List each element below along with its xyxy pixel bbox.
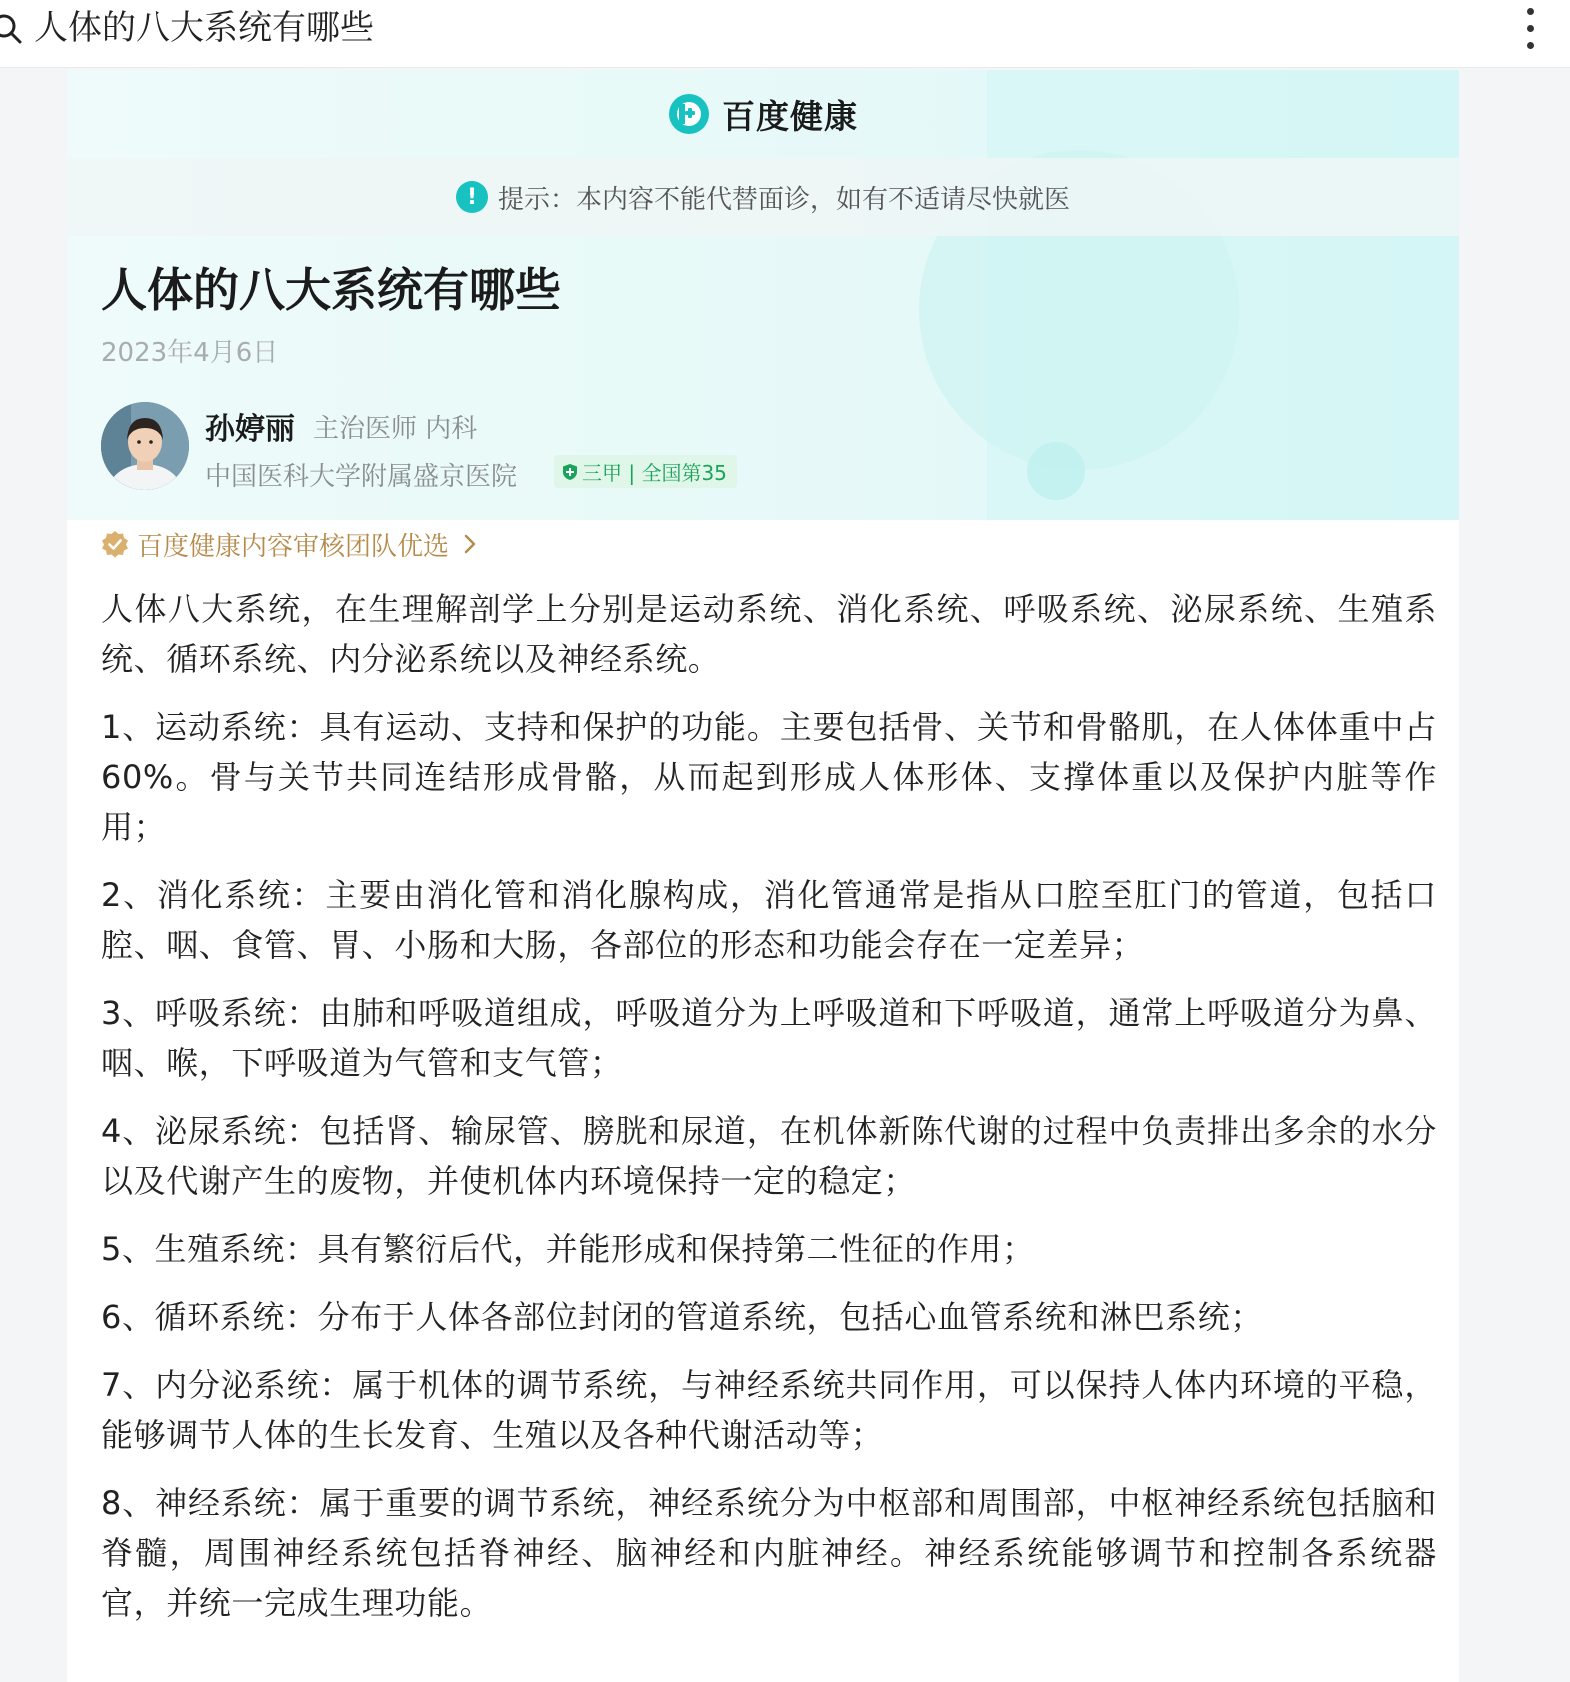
doctor-avatar[interactable] (101, 402, 189, 490)
brand-name: 百度健康 (722, 96, 858, 136)
doctor-name[interactable]: 孙婷丽 (205, 412, 295, 447)
article-paragraph: 人体八大系统，在生理解剖学上分别是运动系统、消化系统、呼吸系统、泌尿系统、生殖系统、循环系统、内分泌系统以及神经系统。 (101, 590, 1437, 678)
chevron-right-icon (461, 533, 479, 555)
article-header (67, 70, 1459, 520)
article-card (67, 70, 1459, 1682)
article-paragraph: 3、呼吸系统：由肺和呼吸道组成，呼吸道分为上呼吸道和下呼吸道，通常上呼吸道分为鼻、咽、喉，下呼吸道为气管和支气管； (101, 994, 1437, 1082)
warning-icon: ! (456, 181, 488, 213)
article-paragraph: 8、神经系统：属于重要的调节系统，神经系统分为中枢部和周围部，中枢神经系统包括脑和脊髓，周围神经系统包括脊神经、脑神经和内脏神经。神经系统能够调节和控制各系统器官，并统一完成生理功能。 (101, 1484, 1437, 1622)
article-paragraph: 6、循环系统：分布于人体各部位封闭的管道系统，包括心血管系统和淋巴系统； (101, 1298, 1263, 1336)
medical-notice (67, 158, 1459, 236)
article-body (101, 584, 1437, 1646)
review-team-label: 百度健康内容审核团队优选 (137, 531, 450, 562)
article-paragraph: 1、运动系统：具有运动、支持和保护的功能。主要包括骨、关节和骨骼肌，在人体体重中占60%。骨与关节共同连结形成骨骼，从而起到形成人体形体、支撑体重以及保护内脏等作用； (101, 708, 1437, 846)
publish-date: 2023年4月6日 (101, 338, 279, 368)
shield-plus-icon (562, 463, 578, 481)
hospital-rank-badge (554, 455, 737, 488)
article-paragraph: 5、生殖系统：具有繁衍后代，并能形成和保持第二性征的作用； (101, 1230, 1035, 1268)
review-team-link[interactable] (101, 524, 479, 564)
article-paragraph: 4、泌尿系统：包括肾、输尿管、膀胱和尿道，在机体新陈代谢的过程中负责排出多余的水分以及代谢产生的废物，并使机体内环境保持一定的稳定； (101, 1112, 1437, 1200)
more-options-icon[interactable] (1524, 6, 1536, 52)
search-query[interactable]: 人体的八大系统有哪些 (34, 8, 374, 48)
hospital-name[interactable]: 中国医科大学附属盛京医院 (205, 462, 518, 492)
baidu-health-logo-icon (668, 93, 710, 135)
decorative-circle-small (1027, 442, 1085, 500)
search-bar[interactable] (0, 0, 1570, 68)
page-title: 人体的八大系统有哪些 (101, 263, 561, 317)
doctor-title: 主治医师 内科 (313, 414, 478, 444)
hospital-badge-text: 三甲 | 全国第35 (582, 461, 727, 485)
article-paragraph: 7、内分泌系统：属于机体的调节系统，与神经系统共同作用，可以保持人体内环境的平稳，能够调节人体的生长发育、生殖以及各种代谢活动等； (101, 1366, 1437, 1454)
search-icon (0, 12, 24, 46)
article-paragraph: 2、消化系统：主要由消化管和消化腺构成，消化管通常是指从口腔至肛门的管道，包括口腔、咽、食管、胃、小肠和大肠，各部位的形态和功能会存在一定差异； (101, 876, 1437, 964)
notice-text: 提示：本内容不能代替面诊，如有不适请尽快就医 (497, 184, 1070, 215)
verified-badge-icon (101, 530, 129, 558)
brand-header[interactable] (67, 84, 1459, 144)
doctor-photo-icon (101, 402, 189, 490)
